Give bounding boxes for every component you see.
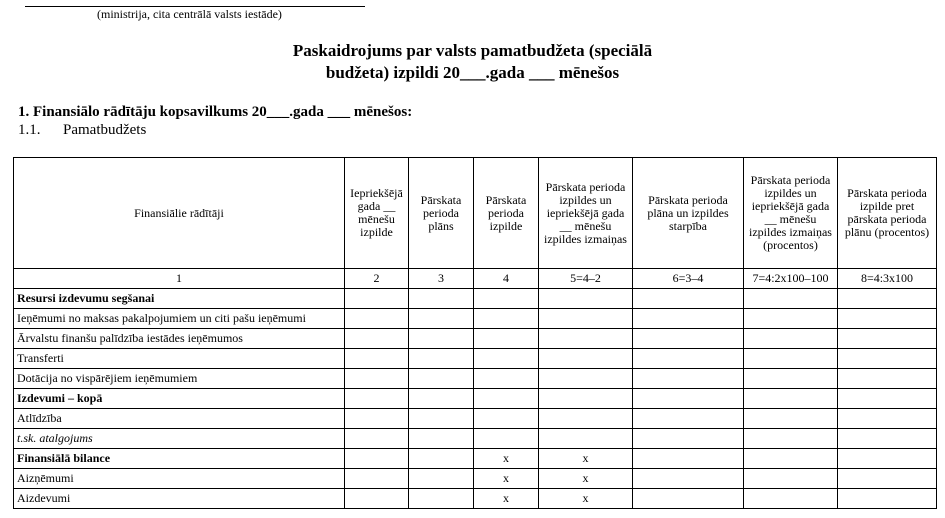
table-cell: x xyxy=(474,469,539,489)
title-line-2: budžeta) izpildi 20___.gada ___ mēnešos xyxy=(325,63,620,82)
column-number: 8=4:3x100 xyxy=(838,269,937,289)
table-body xyxy=(14,289,937,509)
table-cell xyxy=(633,289,744,309)
column-header: Finansiālie rādītāji xyxy=(14,158,345,269)
table-cell xyxy=(633,369,744,389)
column-header: Iepriekšējā gada __ mēnešu izpilde xyxy=(345,158,409,269)
column-header: Pārskata perioda plāna un izpildes starpība xyxy=(633,158,744,269)
table-cell xyxy=(345,369,409,389)
table-cell xyxy=(539,429,633,449)
table-cell xyxy=(409,429,474,449)
column-header: Pārskata perioda plāns xyxy=(409,158,474,269)
table-cell xyxy=(345,389,409,409)
table-cell xyxy=(409,469,474,489)
table-cell xyxy=(345,409,409,429)
table-cell xyxy=(345,449,409,469)
row-label: Izdevumi – kopā xyxy=(14,389,345,409)
table-cell xyxy=(838,449,937,469)
row-label: Finansiālā bilance xyxy=(14,449,345,469)
table-cell xyxy=(345,349,409,369)
table-cell xyxy=(409,389,474,409)
ministry-caption: (ministrija, cita centrālā valsts iestāde) xyxy=(97,7,282,21)
row-label: Atlīdzība xyxy=(14,409,345,429)
table-cell xyxy=(744,369,838,389)
table-cell xyxy=(838,329,937,349)
table-cell xyxy=(345,429,409,449)
column-number-row xyxy=(14,269,937,289)
title-line-1: Paskaidrojums par valsts pamatbudžeta (speciālā xyxy=(292,41,653,60)
table-cell xyxy=(409,489,474,509)
table-cell xyxy=(744,469,838,489)
table-cell xyxy=(345,469,409,489)
table-row xyxy=(14,409,937,429)
column-number: 7=4:2x100–100 xyxy=(744,269,838,289)
table-cell xyxy=(474,409,539,429)
table-cell xyxy=(474,289,539,309)
table-cell xyxy=(345,309,409,329)
table-cell xyxy=(633,309,744,329)
table-cell: x xyxy=(539,469,633,489)
table-cell xyxy=(474,389,539,409)
table-cell xyxy=(744,289,838,309)
table-cell xyxy=(539,309,633,329)
table-cell xyxy=(539,289,633,309)
table-row xyxy=(14,329,937,349)
table-cell xyxy=(409,289,474,309)
column-header: Pārskata perioda izpildes un iepriekšējā gada __ mēnešu izpildes izmaiņas (procentos) xyxy=(744,158,838,269)
table-cell xyxy=(633,409,744,429)
table-cell xyxy=(345,289,409,309)
table-cell xyxy=(409,309,474,329)
subsection-number: 1.1. xyxy=(18,122,41,138)
table-cell xyxy=(409,409,474,429)
table-cell xyxy=(744,449,838,469)
table-cell xyxy=(539,329,633,349)
header-row xyxy=(14,158,937,269)
table-cell xyxy=(409,349,474,369)
subsection-title: Pamatbudžets xyxy=(63,122,147,138)
table-cell xyxy=(633,329,744,349)
row-label: Transferti xyxy=(14,349,345,369)
table-cell xyxy=(539,389,633,409)
table-cell xyxy=(838,289,937,309)
table-cell xyxy=(744,329,838,349)
table-cell xyxy=(744,489,838,509)
column-number: 5=4–2 xyxy=(539,269,633,289)
column-header: Pārskata perioda izpildes un iepriekšējā gada __ mēnešu izpildes izmaiņas xyxy=(539,158,633,269)
financial-indicators-table xyxy=(13,157,937,509)
table-cell xyxy=(633,489,744,509)
table-cell xyxy=(539,369,633,389)
column-number: 3 xyxy=(409,269,474,289)
table-row xyxy=(14,429,937,449)
table-cell xyxy=(838,349,937,369)
document-title xyxy=(0,40,945,84)
table-cell xyxy=(744,389,838,409)
table-cell xyxy=(838,429,937,449)
subsection-heading xyxy=(18,122,146,139)
table-cell xyxy=(633,389,744,409)
row-label: Ārvalstu finanšu palīdzība iestādes ieņēmumos xyxy=(14,329,345,349)
column-number: 2 xyxy=(345,269,409,289)
table-cell xyxy=(345,489,409,509)
table-cell xyxy=(744,429,838,449)
table-cell xyxy=(474,329,539,349)
table-cell: x xyxy=(539,449,633,469)
row-label: Aizdevumi xyxy=(14,489,345,509)
table-cell xyxy=(633,349,744,369)
table-cell xyxy=(474,309,539,329)
table-cell xyxy=(474,429,539,449)
table-row xyxy=(14,469,937,489)
table-cell xyxy=(409,449,474,469)
table-cell xyxy=(838,489,937,509)
row-label: Resursi izdevumu segšanai xyxy=(14,289,345,309)
table-cell xyxy=(633,449,744,469)
table-cell xyxy=(474,369,539,389)
table-cell xyxy=(838,309,937,329)
column-number: 4 xyxy=(474,269,539,289)
table-cell xyxy=(838,369,937,389)
table-cell xyxy=(345,329,409,349)
row-label: Dotācija no vispārējiem ieņēmumiem xyxy=(14,369,345,389)
table-cell: x xyxy=(539,489,633,509)
section-heading: 1. Finansiālo rādītāju kopsavilkums 20___.gada ___ mēnešos: xyxy=(18,104,413,120)
table-cell: x xyxy=(474,449,539,469)
table-row xyxy=(14,369,937,389)
row-label: t.sk. atalgojums xyxy=(14,429,345,449)
row-label: Aizņēmumi xyxy=(14,469,345,489)
table-cell xyxy=(633,469,744,489)
table-cell xyxy=(409,369,474,389)
table-cell: x xyxy=(474,489,539,509)
table-cell xyxy=(744,309,838,329)
table-cell xyxy=(409,329,474,349)
table-cell xyxy=(744,349,838,369)
table-cell xyxy=(838,469,937,489)
table-cell xyxy=(539,349,633,369)
table-cell xyxy=(838,409,937,429)
table-row xyxy=(14,289,937,309)
table-cell xyxy=(474,349,539,369)
table-row xyxy=(14,349,937,369)
table-row xyxy=(14,309,937,329)
table-row xyxy=(14,489,937,509)
table-row xyxy=(14,449,937,469)
table-cell xyxy=(633,429,744,449)
column-number: 1 xyxy=(14,269,345,289)
table-cell xyxy=(539,409,633,429)
column-header: Pārskata perioda izpilde xyxy=(474,158,539,269)
row-label: Ieņēmumi no maksas pakalpojumiem un citi pašu ieņēmumi xyxy=(14,309,345,329)
table-cell xyxy=(838,389,937,409)
table-row xyxy=(14,389,937,409)
table-cell xyxy=(744,409,838,429)
column-header: Pārskata perioda izpilde pret pārskata perioda plānu (procentos) xyxy=(838,158,937,269)
column-number: 6=3–4 xyxy=(633,269,744,289)
